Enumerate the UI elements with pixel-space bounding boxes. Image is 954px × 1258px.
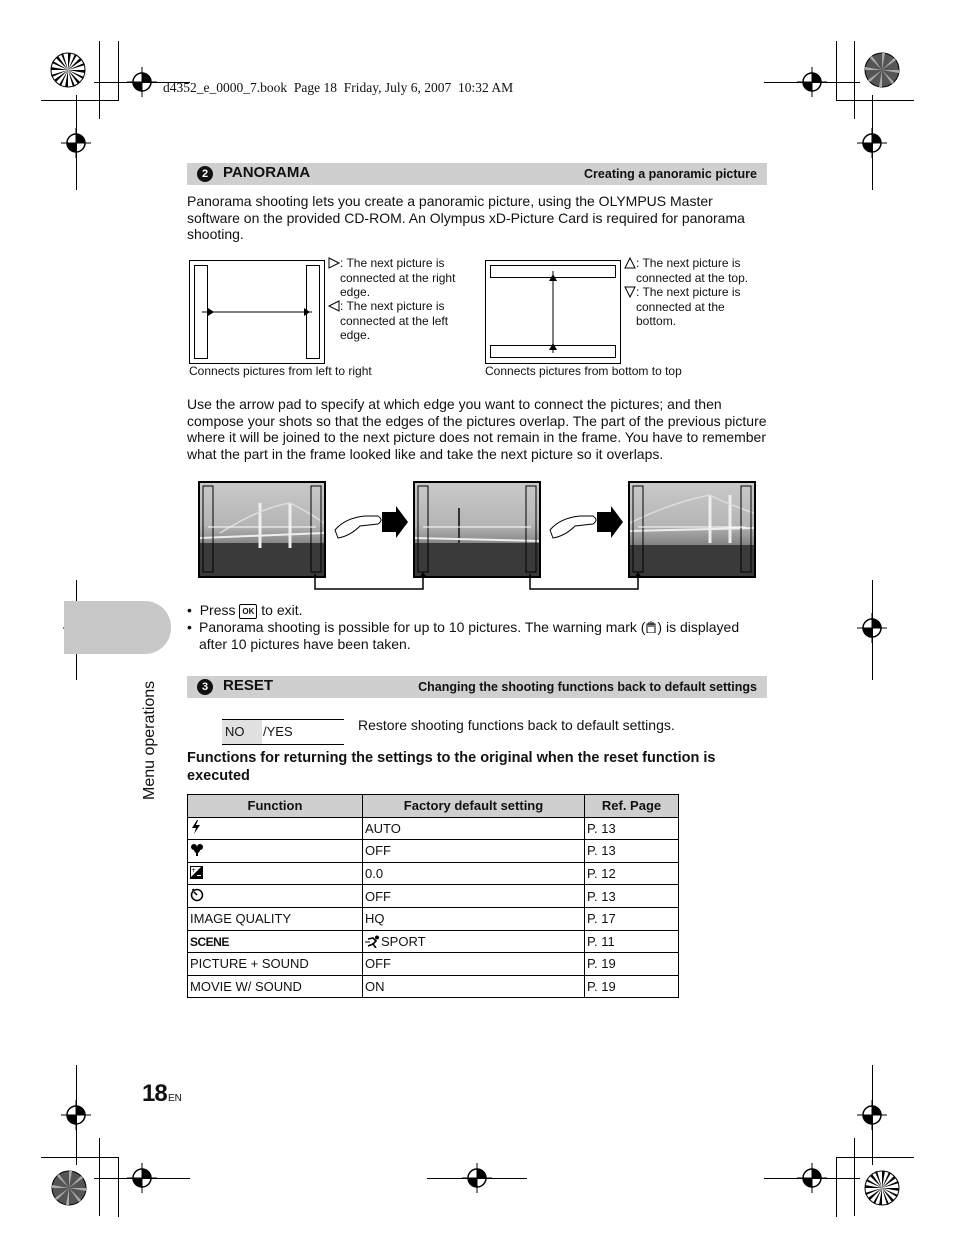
down-triangle-icon [623,285,637,299]
table-row: OFF P. 13 [188,840,679,863]
panorama-intro: Panorama shooting lets you create a panoramic picture, using the OLYMPUS Master software on the provided CD-ROM. An Olympus xD-Picture Card is required for panorama shooting. [187,193,745,243]
section-title: RESET [223,677,274,694]
table-row: PICTURE + SOUND OFF P. 19 [188,953,679,976]
exposure-compensation-icon [190,866,203,879]
chapter-tab [64,601,171,654]
up-triangle-icon [623,256,637,270]
legend-left: : The next picture is connected at the left edge. [340,299,449,343]
col-function: Function [188,795,363,818]
reset-option-desc: Restore shooting functions back to default settings. [358,717,675,733]
legend-top: : The next picture is connected at the top. [636,256,749,285]
right-triangle-icon [327,256,341,270]
option-yes[interactable]: /YES [263,724,293,739]
hand-pointer-icon [545,500,625,550]
scene-icon: SCENE [190,934,229,949]
bridge-photo-icon [630,483,754,576]
lr-diagram-frame [189,260,325,364]
table-row: MOVIE W/ SOUND ON P. 19 [188,975,679,998]
table-row: OFF P. 13 [188,885,679,908]
option-no[interactable]: NO [225,724,245,739]
flash-icon [190,820,202,834]
hand-warning-icon [645,621,657,633]
section-title: PANORAMA [223,164,311,181]
self-timer-icon [190,888,204,902]
table-row: SCENE SPORT P. 11 [188,930,679,953]
bullet-limit: • Panorama shooting is possible for up to 10 pictures. The warning mark ( ) is displayed after 10 pictures have been taken. [187,619,740,652]
bt-diagram-frame [485,260,621,364]
ok-button-icon: OK [239,604,257,619]
panorama-photo-2 [413,481,541,578]
chapter-label: Menu operations [141,680,158,800]
section-number-badge: 2 [197,166,213,182]
macro-icon [190,842,204,856]
legend-bottom: : The next picture is connected at the bottom. [636,285,741,329]
connector-lines [305,570,645,594]
section-subtitle: Changing the shooting functions back to default settings [418,680,757,694]
table-header-row [188,795,679,818]
panorama-photo-3 [628,481,756,578]
lr-caption: Connects pictures from left to right [189,364,372,378]
legend-right: : The next picture is connected at the right edge. [340,256,456,300]
reset-option-box [222,719,344,745]
arrow-up-icon [486,261,620,363]
svg-text:+: + [191,866,197,874]
panorama-body: Use the arrow pad to specify at which edge you want to connect the pictures; and then compose your shots so that the edges of the pictures overlap. The part of the previous picture where it will be joined to the next picture does not remain in the frame. You have to remember what the part in the frame looked like and take the next picture so it overlaps. [187,396,767,462]
bridge-photo-icon [200,483,324,576]
sunburst-mark-icon [864,52,900,88]
table-row: AUTO P. 13 [188,817,679,840]
sport-icon [365,935,381,948]
sunburst-mark-icon [51,1170,87,1206]
reset-section-header [187,676,767,698]
page-lang: EN [168,1093,182,1104]
col-default: Factory default setting [363,795,585,818]
header-stamp: d4352_e_0000_7.book Page 18 Friday, July 6, 2007 10:32 AM [163,80,514,95]
col-page: Ref. Page [585,795,679,818]
page-number: 18 [142,1080,167,1107]
hand-pointer-icon [330,500,410,550]
arrow-right-icon [190,261,324,363]
panorama-section-header [187,163,767,185]
table-row: IMAGE QUALITY HQ P. 17 [188,907,679,930]
bt-caption: Connects pictures from bottom to top [485,364,682,378]
reset-heading: Functions for returning the settings to the original when the reset function is executed [187,750,716,784]
defaults-table [187,794,679,998]
sunburst-mark-icon [50,52,86,88]
section-number-badge: 3 [197,679,213,695]
section-subtitle: Creating a panoramic picture [584,167,757,181]
city-photo-icon [415,483,539,576]
bullet-exit: • Press OK to exit. [187,602,303,618]
panorama-photo-1 [198,481,326,578]
left-triangle-icon [327,299,341,313]
sunburst-mark-icon [864,1170,900,1206]
table-row: + 0.0 P. 12 [188,862,679,885]
